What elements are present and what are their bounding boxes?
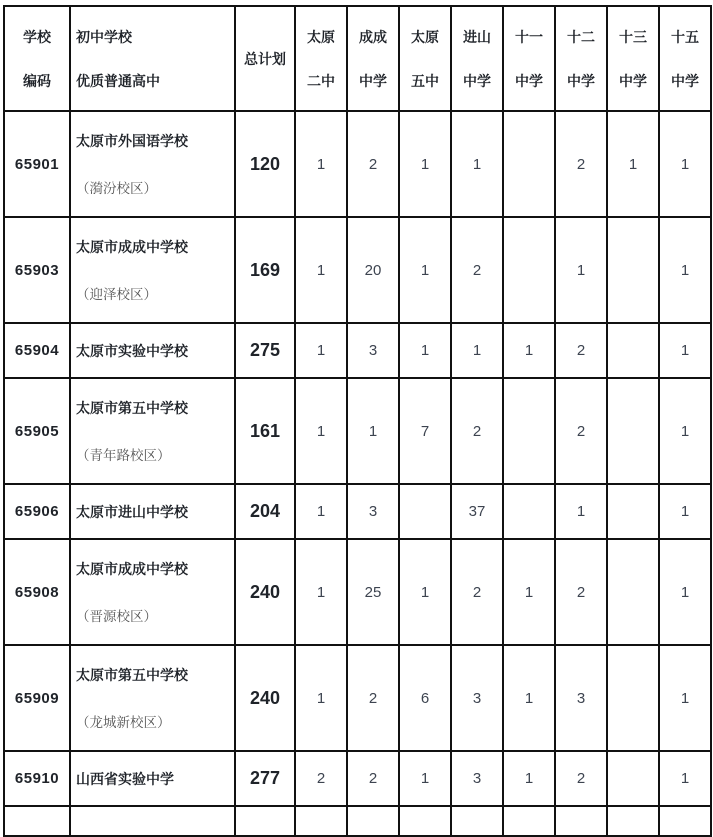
partial-cell	[235, 806, 295, 836]
school-name: 太原市成成中学校	[76, 561, 188, 577]
quota-cell-3: 3	[451, 645, 503, 751]
school-name: 太原市进山中学校	[76, 503, 188, 520]
school-campus: （迎泽校区）	[76, 287, 157, 302]
quota-cell-0: 2	[295, 751, 347, 806]
quota-cell-2: 1	[399, 323, 451, 378]
total-plan-cell: 204	[235, 484, 295, 539]
header-school-2	[399, 6, 451, 111]
quota-cell-0: 1	[295, 484, 347, 539]
school-code-cell: 65904	[4, 323, 70, 378]
quota-cell-1: 20	[347, 217, 399, 323]
quota-cell-1: 2	[347, 751, 399, 806]
table-body	[4, 111, 711, 806]
partial-cell	[347, 806, 399, 836]
school-name-cell	[70, 378, 235, 484]
header-school-2-line1: 太原	[411, 28, 439, 45]
quota-cell-3: 1	[451, 323, 503, 378]
header-school-3-line1: 进山	[463, 28, 491, 45]
header-school-4-line1: 十一	[515, 28, 543, 45]
header-school-code	[4, 6, 70, 111]
table-row	[4, 378, 711, 484]
quota-cell-0: 1	[295, 323, 347, 378]
school-code-cell: 65905	[4, 378, 70, 484]
quota-cell-7: 1	[659, 539, 711, 645]
school-code-cell: 65909	[4, 645, 70, 751]
quota-cell-2: 1	[399, 111, 451, 217]
school-name-cell	[70, 323, 235, 378]
school-name: 山西省实验中学	[76, 770, 174, 787]
quota-cell-6	[607, 645, 659, 751]
school-name-cell	[70, 217, 235, 323]
quota-cell-6	[607, 323, 659, 378]
partial-cell	[503, 806, 555, 836]
table-header-row	[4, 6, 711, 111]
quota-cell-7: 1	[659, 323, 711, 378]
total-plan-cell: 240	[235, 645, 295, 751]
header-school-6-line2: 中学	[619, 72, 647, 89]
table-row-partial	[4, 806, 711, 836]
quota-cell-5: 2	[555, 111, 607, 217]
partial-cell	[659, 806, 711, 836]
partial-cell	[607, 806, 659, 836]
school-code-cell: 65903	[4, 217, 70, 323]
school-name: 太原市外国语学校	[76, 133, 188, 149]
school-name-cell	[70, 111, 235, 217]
table-row	[4, 645, 711, 751]
header-school-1	[347, 6, 399, 111]
header-school-6-line1: 十三	[619, 28, 647, 45]
school-campus: （龙城新校区）	[76, 715, 171, 730]
school-name: 太原市成成中学校	[76, 239, 188, 255]
table-header	[4, 6, 711, 111]
header-school-7-line2: 中学	[671, 72, 699, 89]
total-plan-cell: 120	[235, 111, 295, 217]
school-code-cell: 65906	[4, 484, 70, 539]
quota-cell-3: 1	[451, 111, 503, 217]
header-school-7-line1: 十五	[671, 28, 699, 45]
quota-cell-2: 7	[399, 378, 451, 484]
header-school-0	[295, 6, 347, 111]
quota-cell-7: 1	[659, 217, 711, 323]
quota-cell-4: 1	[503, 751, 555, 806]
header-school-2-line2: 五中	[411, 72, 439, 89]
quota-cell-0: 1	[295, 645, 347, 751]
header-school-5	[555, 6, 607, 111]
header-school-0-line1: 太原	[307, 28, 335, 45]
quota-cell-0: 1	[295, 539, 347, 645]
quota-cell-2: 6	[399, 645, 451, 751]
quota-cell-5: 2	[555, 378, 607, 484]
quota-cell-0: 1	[295, 111, 347, 217]
school-name: 太原市实验中学校	[76, 342, 188, 359]
quota-cell-2: 1	[399, 539, 451, 645]
quota-cell-6: 1	[607, 111, 659, 217]
school-campus: （晋源校区）	[76, 609, 157, 624]
quota-cell-7: 1	[659, 645, 711, 751]
table-row	[4, 111, 711, 217]
partial-cell	[555, 806, 607, 836]
quota-cell-3: 2	[451, 217, 503, 323]
quota-cell-6	[607, 484, 659, 539]
school-name: 太原市第五中学校	[76, 400, 188, 416]
school-name-cell	[70, 751, 235, 806]
school-name-cell	[70, 484, 235, 539]
quota-cell-1: 3	[347, 323, 399, 378]
school-code-cell: 65910	[4, 751, 70, 806]
quota-cell-7: 1	[659, 111, 711, 217]
quota-cell-4	[503, 484, 555, 539]
quota-cell-5: 1	[555, 217, 607, 323]
total-plan-cell: 275	[235, 323, 295, 378]
total-plan-cell: 277	[235, 751, 295, 806]
quota-cell-6	[607, 378, 659, 484]
header-junior-school-line1: 初中学校	[76, 28, 132, 45]
quota-cell-1: 3	[347, 484, 399, 539]
quota-cell-0: 1	[295, 378, 347, 484]
quota-cell-3: 2	[451, 378, 503, 484]
quota-cell-7: 1	[659, 484, 711, 539]
partial-cell	[295, 806, 347, 836]
quota-cell-5: 2	[555, 751, 607, 806]
header-school-code-line2: 编码	[23, 72, 51, 89]
quota-cell-7: 1	[659, 751, 711, 806]
quota-cell-4	[503, 217, 555, 323]
school-name-cell	[70, 645, 235, 751]
quota-cell-4: 1	[503, 539, 555, 645]
partial-cell	[451, 806, 503, 836]
header-school-4	[503, 6, 555, 111]
header-school-6	[607, 6, 659, 111]
school-name-cell	[70, 539, 235, 645]
quota-cell-6	[607, 539, 659, 645]
header-school-1-line1: 成成	[359, 28, 387, 45]
header-total-plan: 总计划	[235, 6, 295, 111]
quota-cell-7: 1	[659, 378, 711, 484]
header-school-5-line1: 十二	[567, 28, 595, 45]
quota-cell-5: 1	[555, 484, 607, 539]
quota-cell-2: 1	[399, 217, 451, 323]
quota-cell-0: 1	[295, 217, 347, 323]
header-school-1-line2: 中学	[359, 72, 387, 89]
header-school-3	[451, 6, 503, 111]
table-row	[4, 217, 711, 323]
school-code-cell: 65908	[4, 539, 70, 645]
quota-cell-4: 1	[503, 323, 555, 378]
quota-cell-1: 2	[347, 111, 399, 217]
header-school-3-line2: 中学	[463, 72, 491, 89]
school-campus: （青年路校区）	[76, 448, 171, 463]
quota-cell-1: 1	[347, 378, 399, 484]
quota-cell-5: 3	[555, 645, 607, 751]
header-school-0-line2: 二中	[307, 72, 335, 89]
header-school-5-line2: 中学	[567, 72, 595, 89]
quota-cell-5: 2	[555, 323, 607, 378]
partial-cell	[399, 806, 451, 836]
header-school-code-line1: 学校	[23, 28, 51, 45]
header-school-7	[659, 6, 711, 111]
table-row	[4, 323, 711, 378]
table-row	[4, 751, 711, 806]
table-row	[4, 539, 711, 645]
quota-cell-2	[399, 484, 451, 539]
total-plan-cell: 161	[235, 378, 295, 484]
total-plan-cell: 240	[235, 539, 295, 645]
quota-cell-4	[503, 111, 555, 217]
quota-cell-4	[503, 378, 555, 484]
school-campus: （漪汾校区）	[76, 181, 157, 196]
quota-cell-1: 25	[347, 539, 399, 645]
quota-cell-3: 3	[451, 751, 503, 806]
quota-table	[3, 5, 712, 837]
school-name: 太原市第五中学校	[76, 667, 188, 683]
header-school-4-line2: 中学	[515, 72, 543, 89]
school-code-cell: 65901	[4, 111, 70, 217]
header-junior-school-line2: 优质普通高中	[76, 72, 160, 89]
quota-cell-5: 2	[555, 539, 607, 645]
table-row	[4, 484, 711, 539]
total-plan-cell: 169	[235, 217, 295, 323]
partial-cell	[70, 806, 235, 836]
quota-cell-2: 1	[399, 751, 451, 806]
quota-cell-6	[607, 217, 659, 323]
quota-cell-4: 1	[503, 645, 555, 751]
quota-cell-1: 2	[347, 645, 399, 751]
header-junior-school	[70, 6, 235, 111]
table-footer	[4, 806, 711, 836]
quota-cell-3: 37	[451, 484, 503, 539]
quota-cell-6	[607, 751, 659, 806]
partial-cell	[4, 806, 70, 836]
quota-cell-3: 2	[451, 539, 503, 645]
